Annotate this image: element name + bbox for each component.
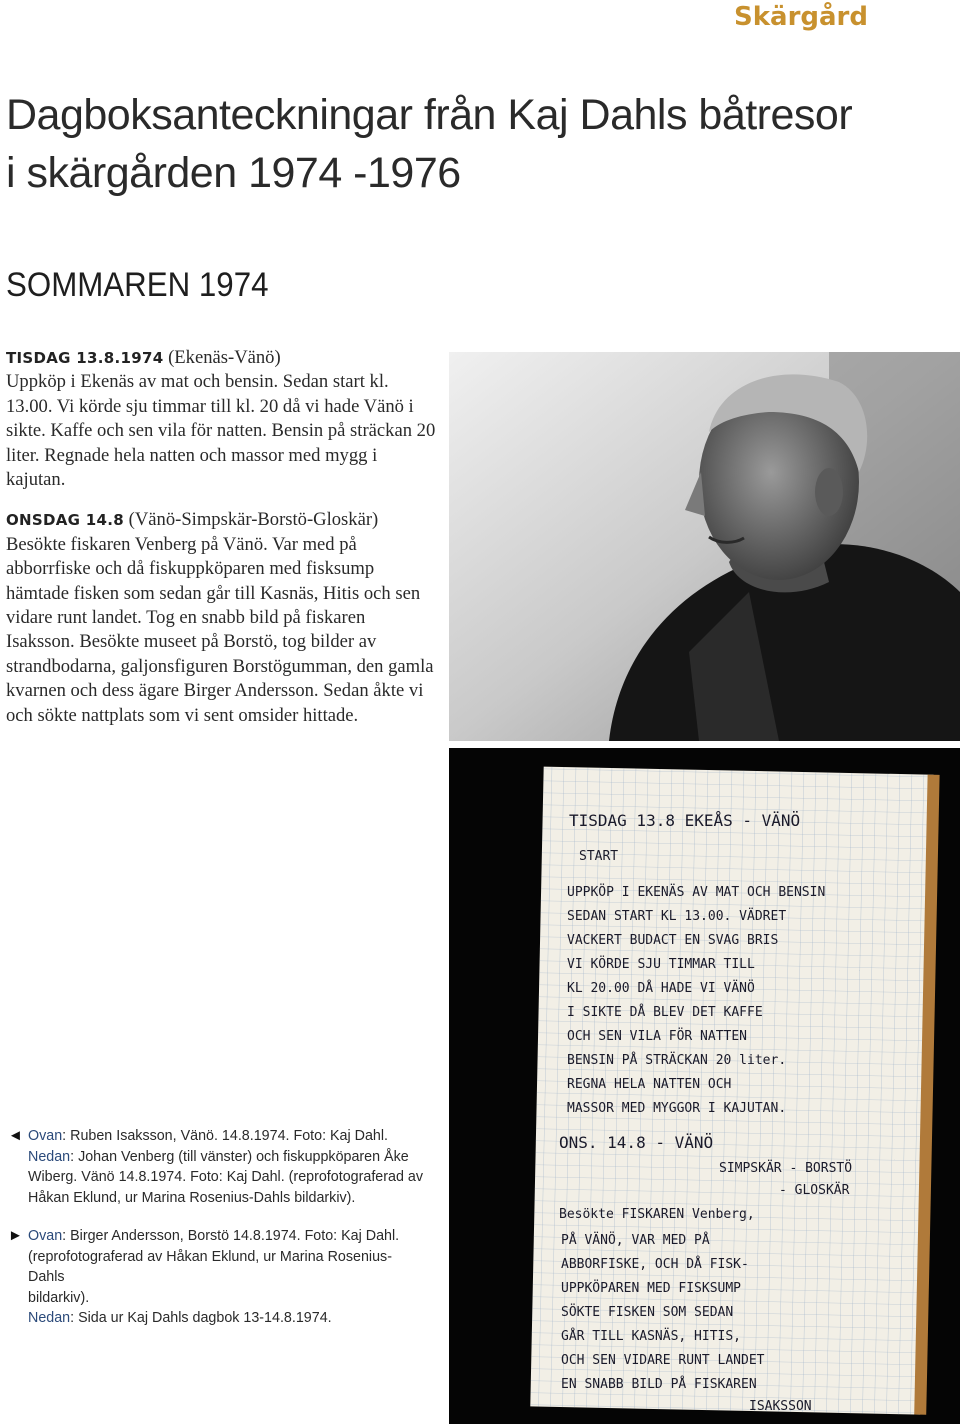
caption-label-below: Nedan	[28, 1310, 71, 1326]
caption-text: : Birger Andersson, Borstö 14.8.1974. Foto: Kaj Dahl.	[62, 1228, 400, 1244]
diary-page-illustration	[449, 748, 960, 1424]
diary-line: SÖKTE FISKEN SOM SEDAN	[561, 1305, 734, 1320]
diary-line: OCH SEN VILA FÖR NATTEN	[567, 1029, 748, 1044]
diary-line: ONS. 14.8 - VÄNÖ	[559, 1133, 714, 1152]
diary-line: VI KÖRDE SJU TIMMAR TILL	[567, 957, 755, 972]
entry-day: TISDAG 13.8.1974	[6, 349, 164, 367]
title-line-1: Dagboksanteckningar från Kaj Dahls båtresor	[6, 91, 853, 139]
left-arrow-icon: ◄	[8, 1127, 23, 1144]
caption-text: Håkan Eklund, ur Marina Rosenius-Dahls bildarkiv).	[28, 1189, 356, 1206]
diary-line: Besökte FISKAREN Venberg,	[559, 1207, 755, 1222]
caption-text: bildarkiv).	[28, 1289, 90, 1306]
diary-line: OCH SEN VIDARE RUNT LANDET	[561, 1353, 765, 1368]
diary-line: SIMPSKÄR - BORSTÖ	[719, 1161, 853, 1176]
entry-day: ONSDAG 14.8	[6, 511, 125, 530]
entry-tuesday	[6, 346, 438, 492]
caption-label-below: Nedan	[28, 1148, 71, 1165]
diary-line: BENSIN PÅ STRÄCKAN 20 liter.	[567, 1053, 787, 1068]
diary-line: GÅR TILL KASNÄS, HITIS,	[561, 1329, 742, 1344]
article-title	[6, 86, 906, 202]
diary-line: I SIKTE DÅ BLEV DET KAFFE	[567, 1005, 763, 1020]
diary-line: ISAKSSON	[749, 1399, 812, 1414]
diary-line: - GLOSKÄR	[779, 1183, 850, 1198]
diary-line: EN SNABB BILD PÅ FISKAREN	[561, 1377, 757, 1392]
caption-label-above: Ovan	[28, 1128, 63, 1144]
diary-line: UPPKÖPAREN MED FISKSUMP	[561, 1281, 742, 1296]
portrait-photo	[449, 352, 960, 741]
caption-text: : Ruben Isaksson, Vänö. 14.8.1974. Foto: Kaj Dahl.	[62, 1128, 389, 1144]
diary-line: PÅ VÄNÖ, VAR MED PÅ	[561, 1233, 710, 1248]
caption-text: Wiberg. Vänö 14.8.1974. Foto: Kaj Dahl. (reprofotograferad av	[28, 1169, 423, 1185]
diary-line: START	[579, 849, 619, 864]
entry-route: (Vänö-Simpskär-Borstö-Gloskär)	[124, 509, 379, 531]
diary-line: MASSOR MED MYGGOR I KAJUTAN.	[567, 1101, 787, 1116]
diary-line: ABBORFISKE, OCH DÅ FISK-	[561, 1257, 749, 1272]
caption-text: (reprofotograferad av Håkan Eklund, ur Marina Rosenius-Dahls	[28, 1248, 392, 1285]
diary-line: REGNA HELA NATTEN OCH	[567, 1077, 732, 1092]
entry-text: Uppköp i Ekenäs av mat och bensin. Sedan start kl. 13.00. Vi körde sju timmar till kl. 20 då vi hade Vänö i sikte. Kaffe och sen vila för natten. Bensin på sträckan 20 liter. Regnade hela natten och massor med mygg i kajutan.	[6, 371, 436, 491]
entry-text: Besökte fiskaren Venberg på Vänö. Var med på abborrfiske och då fiskuppköparen med fisksump hämtade fisken som sedan går till Kasnäs, Hitis och sen vidare runt landet. Tog en snabb bild på fiskaren Isaksson. Besökte museet på Borstö, tog bilder av strandbodarna, galjonsfiguren Borstögumman, den gamla kvarnen och dess ägare Birger Andersson. Sedan åkte vi och sökte nattplats som vi sent omsider hittade.	[6, 533, 434, 726]
section-tag: Skärgård	[734, 2, 868, 32]
diary-line: UPPKÖP I EKENÄS AV MAT OCH BENSIN	[567, 885, 826, 900]
photo-captions	[8, 1126, 428, 1347]
caption-right	[8, 1226, 428, 1329]
diary-line: TISDAG 13.8 EKEÅS - VÄNÖ	[569, 811, 801, 830]
right-arrow-icon: ►	[8, 1227, 23, 1244]
entry-wednesday	[6, 508, 438, 728]
portrait-illustration	[449, 352, 960, 741]
entry-route: (Ekenäs-Vänö)	[163, 347, 281, 368]
title-line-2: i skärgården 1974 -1976	[6, 149, 461, 197]
season-heading: SOMMAREN 1974	[6, 266, 269, 304]
caption-label-above: Ovan	[28, 1228, 63, 1244]
diary-line: KL 20.00 DÅ HADE VI VÄNÖ	[567, 981, 755, 996]
diary-entries	[6, 346, 438, 744]
diary-line: VACKERT BUDACT EN SVAG BRIS	[567, 933, 779, 948]
diary-line: SEDAN START KL 13.00. VÄDRET	[567, 909, 787, 924]
caption-left	[8, 1126, 428, 1208]
diary-page-photo	[449, 748, 960, 1424]
caption-text: : Johan Venberg (till vänster) och fiskuppköparen Åke	[70, 1148, 409, 1165]
caption-text: : Sida ur Kaj Dahls dagbok 13-14.8.1974.	[70, 1310, 332, 1326]
